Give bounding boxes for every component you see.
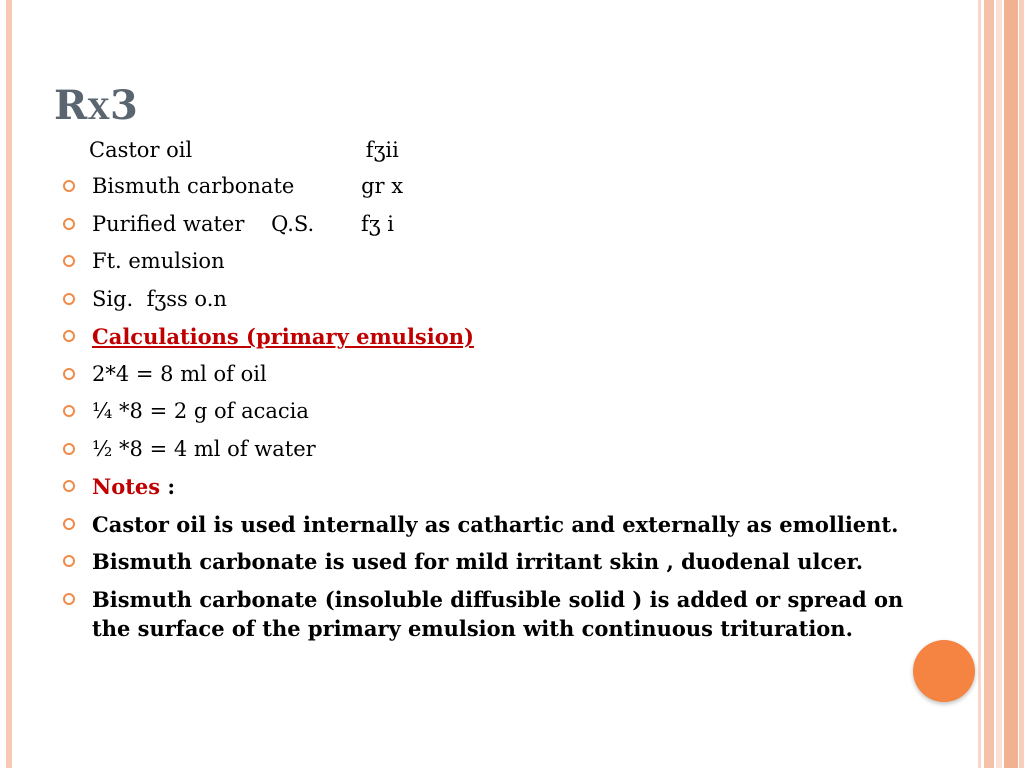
hollow-circle-bullet-icon xyxy=(63,555,75,567)
prescription-first-line: Castor oil fʒii xyxy=(89,138,399,162)
list-item-text: ¼ *8 = 2 g of acacia xyxy=(92,399,309,423)
hollow-circle-bullet-icon xyxy=(63,180,75,192)
hollow-circle-bullet-icon xyxy=(63,368,75,380)
left-decorative-bar xyxy=(6,0,12,768)
right-decorative-stripe xyxy=(1019,0,1024,768)
right-decorative-stripe xyxy=(1004,0,1018,768)
right-decorative-stripe xyxy=(984,0,994,768)
list-item xyxy=(62,547,932,576)
list-item-text: Bismuth carbonate gr x xyxy=(92,174,404,198)
hollow-circle-bullet-icon xyxy=(63,255,75,267)
list-item-text: Sig. fʒss o.n xyxy=(92,286,227,311)
list-item xyxy=(62,247,932,276)
hollow-circle-bullet-icon xyxy=(63,593,75,605)
hollow-circle-bullet-icon xyxy=(63,518,75,530)
list-item-text: 2*4 = 8 ml of oil xyxy=(92,361,267,386)
hollow-circle-bullet-icon xyxy=(63,218,75,230)
list-item-text: Purified water Q.S. fʒ i xyxy=(92,211,394,236)
list-item xyxy=(62,210,932,239)
hollow-circle-bullet-icon xyxy=(63,480,75,492)
list-item xyxy=(62,472,932,501)
slide-title: Rx3 xyxy=(54,82,139,129)
hollow-circle-bullet-icon xyxy=(63,330,75,342)
list-item-text: ½ *8 = 4 ml of water xyxy=(92,436,316,461)
hollow-circle-bullet-icon xyxy=(63,443,75,455)
list-item xyxy=(62,172,932,201)
list-item xyxy=(62,397,932,426)
right-decorative-stripe xyxy=(978,0,981,768)
list-item xyxy=(62,285,932,314)
bullet-list xyxy=(62,172,932,651)
hollow-circle-bullet-icon xyxy=(63,405,75,417)
list-item-text: Bismuth carbonate is used for mild irritant skin , duodenal ulcer. xyxy=(92,549,864,574)
hollow-circle-bullet-icon xyxy=(63,293,75,305)
orange-circle-decoration xyxy=(913,640,975,702)
list-item-text: Bismuth carbonate (insoluble diffusible solid ) is added or spread on the surface of the primary emulsion with continuous trituration. xyxy=(92,586,911,641)
list-item xyxy=(62,322,932,351)
notes-colon: : xyxy=(160,474,176,499)
right-decorative-stripe xyxy=(996,0,1002,768)
calculations-heading: Calculations (primary emulsion) xyxy=(92,324,474,349)
list-item xyxy=(62,360,932,389)
list-item xyxy=(62,585,932,643)
list-item-text: Ft. emulsion xyxy=(92,249,225,273)
list-item xyxy=(62,435,932,464)
list-item xyxy=(62,510,932,539)
notes-heading: Notes xyxy=(92,474,161,499)
list-item-text: Castor oil is used internally as cathartic and externally as emollient. xyxy=(92,511,899,537)
